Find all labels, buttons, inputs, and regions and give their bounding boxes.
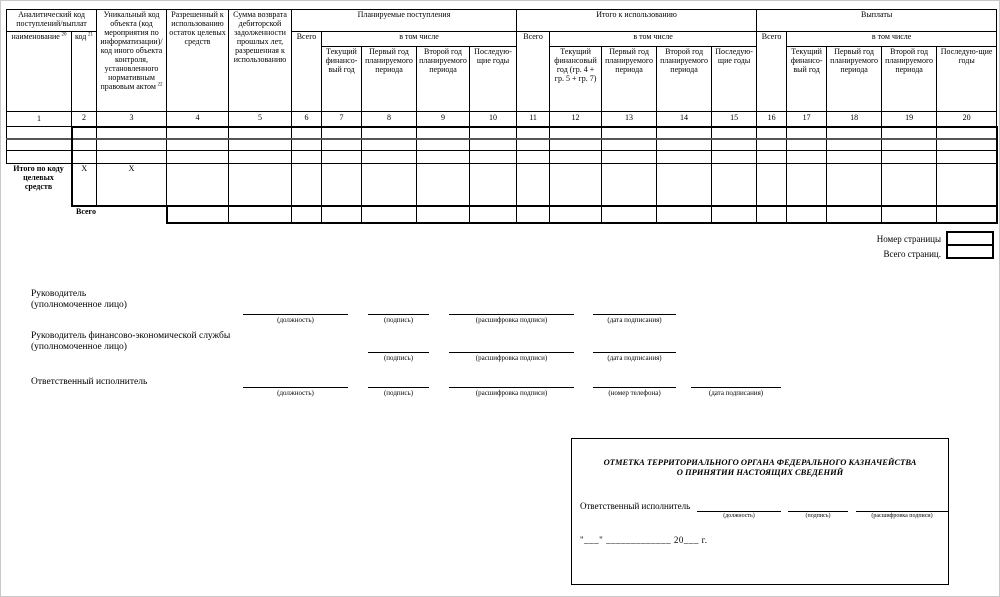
header-payments-second-year: Второй год планируемого периода <box>882 47 937 112</box>
header-planned-including: в том числе <box>322 32 517 47</box>
column-number: 17 <box>787 112 827 127</box>
total-pages-label: Всего страниц. <box>883 249 941 259</box>
executor-position-field: (должность) <box>243 387 348 397</box>
data-row <box>7 151 997 164</box>
empty-cell <box>417 164 470 206</box>
header-code-text: код <box>75 32 87 41</box>
column-number: 2 <box>72 112 97 127</box>
header-unique-code-text: Уникальный код объекта (код мероприятия по информатизации)/ код иного объекта контроля, установленного нормативным правовым актом <box>100 10 163 91</box>
itogo-x-code: X <box>72 164 97 206</box>
header-planned-receipts: Планируемые поступления <box>292 10 517 32</box>
empty-cell <box>97 127 167 139</box>
empty-cell <box>322 151 362 164</box>
header-use-following-years: Последую-щие годы <box>712 47 757 112</box>
empty-cell <box>787 139 827 151</box>
header-planned-first-year: Первый год планируемого периода <box>362 47 417 112</box>
empty-cell <box>757 164 787 206</box>
empty-cell <box>757 127 787 139</box>
empty-cell <box>657 151 712 164</box>
treasury-title-line1: ОТМЕТКА ТЕРРИТОРИАЛЬНОГО ОРГАНА ФЕДЕРАЛЬНОГО КАЗНАЧЕЙСТВА <box>603 457 917 467</box>
empty-cell <box>229 151 292 164</box>
empty-cell <box>322 127 362 139</box>
header-total-for-use: Итого к использованию <box>517 10 757 32</box>
column-number: 3 <box>97 112 167 127</box>
column-number: 5 <box>229 112 292 127</box>
executor-signing-date-field: (дата подписания) <box>691 387 781 397</box>
header-group-row <box>7 10 997 32</box>
column-number: 18 <box>827 112 882 127</box>
executor-signature-decode-field: (расшифровка подписи) <box>449 387 574 397</box>
empty-cell <box>712 127 757 139</box>
header-name-col <box>7 32 72 112</box>
targeted-funds-table <box>6 9 998 224</box>
empty-cell <box>757 206 787 223</box>
executor-label: Ответственный исполнитель <box>31 377 148 387</box>
header-payments-including: в том числе <box>787 32 997 47</box>
empty-cell <box>72 127 97 139</box>
empty-cell <box>362 164 417 206</box>
fin-signing-date-field: (дата подписания) <box>593 352 676 362</box>
empty-cell <box>657 164 712 206</box>
treasury-signature-field: (подпись) <box>788 511 848 520</box>
empty-cell <box>827 151 882 164</box>
empty-cell <box>602 127 657 139</box>
vsego-row <box>7 206 997 223</box>
header-code-col <box>72 32 97 112</box>
empty-cell <box>882 164 937 206</box>
empty-cell <box>292 139 322 151</box>
treasury-executor-label: Ответственный исполнитель <box>580 501 691 511</box>
head-label-line1: Руководитель <box>31 289 87 299</box>
empty-cell <box>550 206 602 223</box>
head-signature-decode-field: (расшифровка подписи) <box>449 314 574 324</box>
header-use-total: Всего <box>517 32 550 112</box>
footnote-21: 21 <box>87 32 93 38</box>
empty-cell <box>7 151 72 164</box>
treasury-stamp-box <box>571 438 949 585</box>
itogo-row <box>7 164 997 206</box>
column-number: 7 <box>322 112 362 127</box>
itogo-row-label: Итого по коду целевых средств <box>13 164 64 191</box>
empty-cell <box>550 139 602 151</box>
empty-cell <box>602 139 657 151</box>
empty-cell <box>470 127 517 139</box>
empty-cell <box>882 127 937 139</box>
empty-cell <box>470 206 517 223</box>
column-number: 13 <box>602 112 657 127</box>
executor-phone-field: (номер телефона) <box>593 387 676 397</box>
header-payments: Выплаты <box>757 10 997 32</box>
column-number: 8 <box>362 112 417 127</box>
empty-cell <box>602 206 657 223</box>
head-signature-field: (подпись) <box>368 314 429 324</box>
header-payments-following-years: Последую-щие годы <box>937 47 997 112</box>
empty-cell <box>229 206 292 223</box>
footnote-22: 22 <box>157 81 163 87</box>
data-row <box>7 127 997 139</box>
empty-cell <box>712 151 757 164</box>
column-number: 10 <box>470 112 517 127</box>
empty-cell <box>7 139 72 151</box>
column-number-row <box>7 112 997 127</box>
header-payments-first-year: Первый год планируемого периода <box>827 47 882 112</box>
header-name-text: наименование <box>11 32 60 41</box>
empty-cell <box>757 139 787 151</box>
empty-cell <box>882 206 937 223</box>
page-number-label: Номер страницы <box>876 234 941 244</box>
empty-cell <box>517 151 550 164</box>
empty-cell <box>292 127 322 139</box>
header-debt-return: Сумма возврата дебиторской задолженности прошлых лет, разрешенная к использованию <box>229 10 292 112</box>
empty-cell <box>550 127 602 139</box>
header-payments-total: Всего <box>757 32 787 112</box>
empty-cell <box>787 151 827 164</box>
empty-cell <box>417 127 470 139</box>
empty-cell <box>470 164 517 206</box>
fin-signature-label <box>31 331 230 353</box>
treasury-signature-decode-field: (расшифровка подписи) <box>856 511 948 520</box>
fin-signature-decode-field: (расшифровка подписи) <box>449 352 574 362</box>
header-unique-code <box>97 10 167 112</box>
head-position-field: (должность) <box>243 314 348 324</box>
empty-cell <box>787 164 827 206</box>
treasury-title <box>572 457 948 477</box>
empty-cell <box>362 206 417 223</box>
empty-cell <box>602 164 657 206</box>
empty-cell <box>97 151 167 164</box>
empty-cell <box>362 127 417 139</box>
column-number: 12 <box>550 112 602 127</box>
empty-cell <box>470 139 517 151</box>
empty-cell <box>937 151 997 164</box>
empty-cell <box>167 139 229 151</box>
header-planned-second-year: Второй год планируемого периода <box>417 47 470 112</box>
column-number: 19 <box>882 112 937 127</box>
empty-cell <box>97 139 167 151</box>
empty-cell <box>827 127 882 139</box>
empty-cell <box>657 206 712 223</box>
itogo-x-unique-code: X <box>97 164 167 206</box>
head-signing-date-field: (дата подписания) <box>593 314 676 324</box>
empty-cell <box>362 151 417 164</box>
empty-cell <box>470 151 517 164</box>
executor-signature-field: (подпись) <box>368 387 429 397</box>
empty-cell <box>550 164 602 206</box>
empty-cell <box>937 164 997 206</box>
header-planned-total: Всего <box>292 32 322 112</box>
empty-cell <box>292 206 322 223</box>
empty-cell <box>657 127 712 139</box>
footnote-20: 20 <box>61 32 67 38</box>
treasury-position-field: (должность) <box>697 511 781 520</box>
empty-cell <box>937 206 997 223</box>
empty-cell <box>602 151 657 164</box>
fin-label-line2: (уполномоченное лицо) <box>31 342 127 352</box>
empty-cell <box>712 164 757 206</box>
empty-cell <box>827 164 882 206</box>
empty-cell <box>882 151 937 164</box>
empty-cell <box>657 139 712 151</box>
empty-cell <box>937 139 997 151</box>
empty-cell <box>167 164 229 206</box>
header-analytic-code: Аналитический код поступлений/выплат <box>7 10 97 32</box>
empty-cell <box>322 164 362 206</box>
empty-cell <box>827 206 882 223</box>
column-number: 11 <box>517 112 550 127</box>
empty-cell <box>827 139 882 151</box>
empty-cell <box>229 139 292 151</box>
treasury-date-line: "___" _____________ 20___ г. <box>580 535 708 545</box>
empty-cell <box>229 164 292 206</box>
head-signature-label <box>31 289 127 311</box>
column-number: 4 <box>167 112 229 127</box>
empty-cell <box>292 164 322 206</box>
empty-cell <box>322 139 362 151</box>
empty-cell <box>72 139 97 151</box>
empty-cell <box>517 164 550 206</box>
head-label-line2: (уполномоченное лицо) <box>31 300 127 310</box>
empty-cell <box>72 151 97 164</box>
empty-cell <box>417 206 470 223</box>
empty-cell <box>550 151 602 164</box>
data-row <box>7 139 997 151</box>
column-number: 20 <box>937 112 997 127</box>
fin-signature-field: (подпись) <box>368 352 429 362</box>
vsego-row-label: Всего <box>76 206 96 216</box>
empty-cell <box>937 127 997 139</box>
empty-cell <box>517 206 550 223</box>
empty-cell <box>229 127 292 139</box>
empty-cell <box>167 206 229 223</box>
empty-cell <box>712 139 757 151</box>
empty-cell <box>517 127 550 139</box>
header-use-first-year: Первый год планируемого периода <box>602 47 657 112</box>
column-number: 15 <box>712 112 757 127</box>
header-planned-following-years: Последую-щие годы <box>470 47 517 112</box>
empty-cell <box>362 139 417 151</box>
empty-cell <box>167 151 229 164</box>
treasury-title-line2: О ПРИНЯТИИ НАСТОЯЩИХ СВЕДЕНИЙ <box>676 467 844 477</box>
empty-cell <box>417 151 470 164</box>
column-number: 1 <box>7 112 72 127</box>
empty-cell <box>417 139 470 151</box>
empty-cell <box>7 127 72 139</box>
column-number: 14 <box>657 112 712 127</box>
empty-cell <box>322 206 362 223</box>
column-number: 6 <box>292 112 322 127</box>
header-planned-current-year: Текущий финансо-вый год <box>322 47 362 112</box>
empty-cell <box>757 151 787 164</box>
empty-cell <box>292 151 322 164</box>
empty-cell <box>787 127 827 139</box>
empty-cell <box>787 206 827 223</box>
column-number: 9 <box>417 112 470 127</box>
header-use-second-year: Второй год планируемого периода <box>657 47 712 112</box>
header-use-current-year: Текущий финансовый год (гр. 4 + гр. 5 + гр. 7) <box>550 47 602 112</box>
header-use-including: в том числе <box>550 32 757 47</box>
empty-cell <box>167 127 229 139</box>
fin-label-line1: Руководитель финансово-экономической службы <box>31 331 231 341</box>
column-number: 16 <box>757 112 787 127</box>
empty-cell <box>882 139 937 151</box>
header-allowed-balance: Разрешенный к использованию остаток целевых средств <box>167 10 229 112</box>
empty-cell <box>712 206 757 223</box>
total-pages-box <box>946 244 994 259</box>
header-payments-current-year: Текущий финансо-вый год <box>787 47 827 112</box>
empty-cell <box>517 139 550 151</box>
